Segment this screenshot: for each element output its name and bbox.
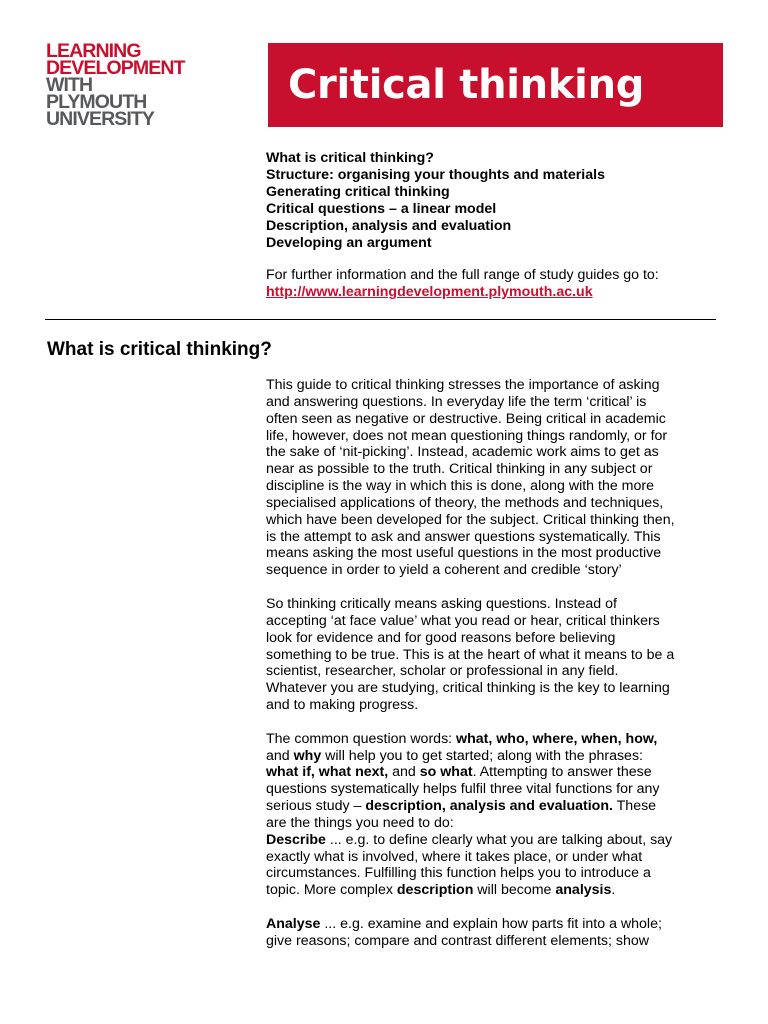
section-heading: What is critical thinking? xyxy=(47,339,272,360)
text-line xyxy=(266,798,728,815)
text-line: near as possible to the truth. Critical thinking in any subject or xyxy=(266,461,653,478)
text-line: Whatever you are studying, critical thinking is the key to learning xyxy=(266,680,670,697)
text-line: So thinking critically means asking questions. Instead of xyxy=(266,595,617,612)
text-line xyxy=(266,748,728,765)
text-line xyxy=(266,832,728,849)
text-line: something to be true. This is at the heart of what it means to be a xyxy=(266,646,675,663)
text-run: serious study – xyxy=(266,798,366,815)
paragraph-question-words xyxy=(266,731,728,899)
text-line: means asking the most useful questions in the most productive xyxy=(266,545,662,562)
text-line: sequence in order to yield a coherent and credible ‘story’ xyxy=(266,562,622,579)
logo-line-university: UNIVERSITY xyxy=(46,108,155,130)
text-line: specialised applications of theory, the methods and techniques, xyxy=(266,494,664,511)
text-run: will help you to get started; along with the phrases: xyxy=(321,747,643,764)
further-info xyxy=(266,267,726,301)
text-run: topic. More complex xyxy=(266,882,397,899)
text-line xyxy=(266,882,728,899)
toc-item: Critical questions – a linear model xyxy=(266,200,497,217)
text-line: is the attempt to ask and answer questions systematically. This xyxy=(266,528,661,545)
text-line xyxy=(266,764,728,781)
university-logo xyxy=(46,40,236,130)
paragraph-intro xyxy=(266,377,728,579)
title-banner xyxy=(268,43,723,127)
text-line xyxy=(266,731,728,748)
text-run: These xyxy=(612,798,657,815)
toc-item: Description, analysis and evaluation xyxy=(266,217,512,234)
bold-run: Analyse xyxy=(266,916,321,932)
logo-line-with: WITH xyxy=(46,74,93,96)
text-line: give reasons; compare and contrast different elements; show xyxy=(266,932,650,949)
text-line: scientist, researcher, scholar or professional in any field. xyxy=(266,663,619,680)
logo-line-learning: LEARNING xyxy=(46,40,141,62)
bold-run: Describe xyxy=(266,831,326,848)
text-line: life, however, does not mean questioning things randomly, or for xyxy=(266,427,668,444)
text-line: circumstances. Fulfilling this function helps you to introduce a xyxy=(266,865,651,882)
paragraph-analyse xyxy=(266,916,728,950)
text-line: the sake of ‘nit-picking’. Instead, academic work aims to get as xyxy=(266,444,659,461)
study-guides-link[interactable]: http://www.learningdevelopment.plymouth.ac.uk xyxy=(266,284,593,300)
text-line: which have been developed for the subject. Critical thinking then, xyxy=(266,511,675,528)
bold-run: what if, what next, xyxy=(266,764,389,781)
text-run: will become xyxy=(473,882,556,899)
text-run: The common question words: xyxy=(266,730,457,747)
text-run: . xyxy=(611,882,616,899)
text-line: exactly what is involved, where it takes place, or under what xyxy=(266,848,643,865)
text-line: discipline is the way in which this is done, along with the more xyxy=(266,478,654,495)
logo-line-plymouth: PLYMOUTH xyxy=(46,91,147,113)
text-line: and answering questions. In everyday life the term ‘critical’ is xyxy=(266,393,647,410)
bold-run: analysis xyxy=(555,882,612,899)
bold-run: description xyxy=(396,882,474,899)
text-line: are the things you need to do: xyxy=(266,814,454,831)
text-run: . Attempting to answer these xyxy=(472,764,652,781)
text-line: look for evidence and for good reasons before believing xyxy=(266,629,616,646)
bold-run: what, who, where, when, how, xyxy=(456,730,658,747)
bold-run: why xyxy=(293,747,322,764)
further-info-text: For further information and the full range of study guides go to: xyxy=(266,267,659,283)
bold-run: description, analysis and evaluation. xyxy=(365,798,613,815)
text-line xyxy=(266,916,728,933)
paragraph-asking-questions xyxy=(266,596,728,714)
text-line: accepting ‘at face value’ what you read or hear, critical thinkers xyxy=(266,612,660,629)
toc-item: What is critical thinking? xyxy=(266,150,434,166)
body-text xyxy=(266,377,728,967)
text-line: and to making progress. xyxy=(266,697,419,714)
text-line: questions systematically helps fulfil three vital functions for any xyxy=(266,781,660,798)
bold-run: so what xyxy=(419,764,473,781)
table-of-contents xyxy=(266,150,726,251)
toc-item: Generating critical thinking xyxy=(266,183,450,200)
text-run: ... e.g. examine and explain how parts fit into a whole; xyxy=(320,916,662,932)
text-run: and xyxy=(266,747,294,764)
text-run: ... e.g. to define clearly what you are talking about, say xyxy=(325,831,673,848)
page-title: Critical thinking xyxy=(288,62,645,108)
text-line: often seen as negative or destructive. Being critical in academic xyxy=(266,410,666,427)
section-divider xyxy=(45,319,716,320)
toc-item: Structure: organising your thoughts and materials xyxy=(266,166,605,183)
text-line: This guide to critical thinking stresses the importance of asking xyxy=(266,377,660,393)
toc-item: Developing an argument xyxy=(266,234,432,251)
logo-line-development: DEVELOPMENT xyxy=(46,57,185,79)
text-run: and xyxy=(388,764,420,781)
